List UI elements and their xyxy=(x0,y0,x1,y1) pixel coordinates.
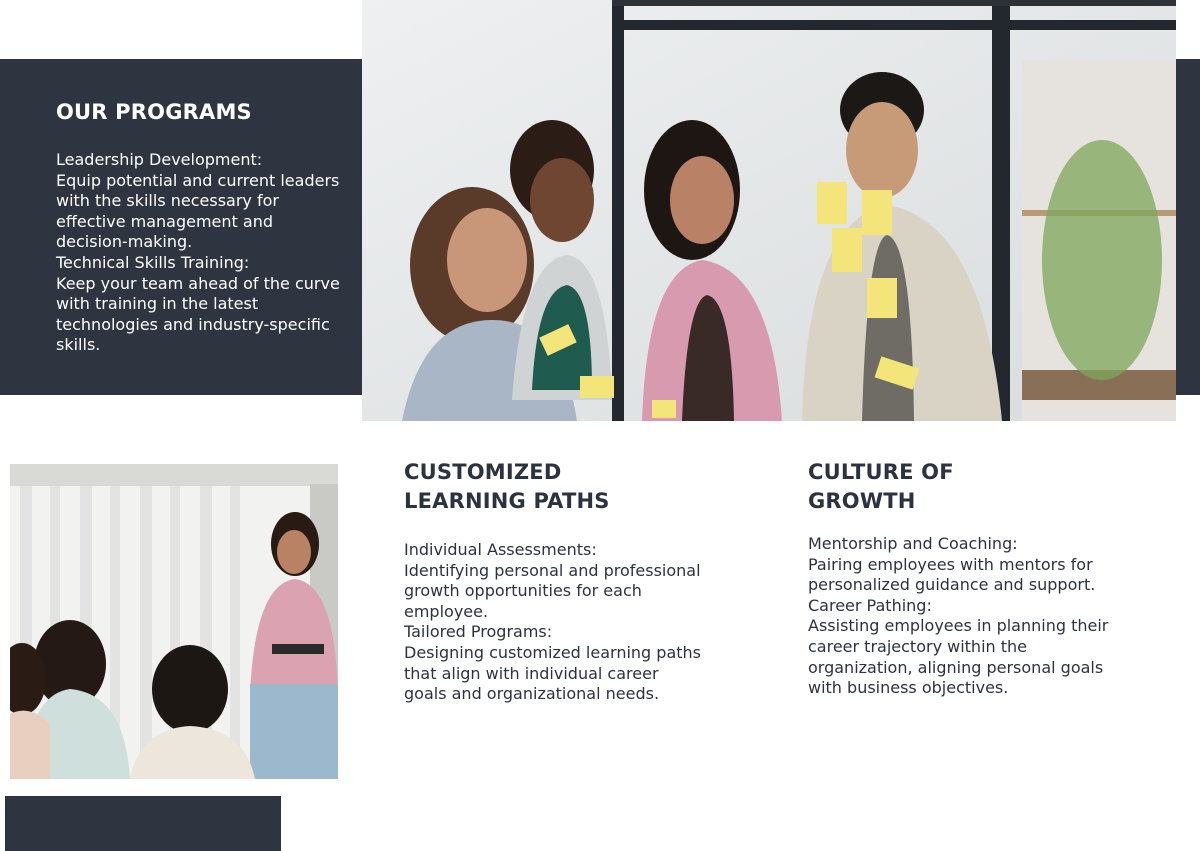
learning-paths-title-line1: CUSTOMIZED xyxy=(404,460,562,484)
programs-list xyxy=(56,150,346,356)
programs-title: OUR PROGRAMS xyxy=(56,100,252,124)
learning-paths-title-line2: LEARNING PATHS xyxy=(404,489,610,513)
culture-title-line1: CULTURE OF xyxy=(808,460,954,484)
learning-text-assessments: Identifying personal and professional growth opportunities for each employee. xyxy=(404,560,701,621)
learning-heading-tailored: Tailored Programs: xyxy=(404,622,553,642)
culture-heading-career: Career Pathing: xyxy=(808,595,932,615)
program-heading-technical: Technical Skills Training: xyxy=(56,252,250,272)
culture-text-mentorship: Pairing employees with mentors for personalized guidance and support. xyxy=(808,554,1096,595)
culture-heading-mentorship: Mentorship and Coaching: xyxy=(808,534,1018,553)
decorative-strip-right xyxy=(1176,59,1200,395)
program-text-leadership: Equip potential and current leaders with the skills necessary for effective management and decision-making. xyxy=(56,170,340,252)
program-text-technical: Keep your team ahead of the curve with training in the latest technologies and industry-specific skills. xyxy=(56,273,340,355)
team-sticky-notes-photo xyxy=(362,0,1176,421)
program-heading-leadership: Leadership Development: xyxy=(56,150,263,169)
learning-heading-assessments: Individual Assessments: xyxy=(404,540,597,559)
learning-text-tailored: Designing customized learning paths that align with individual career goals and organizational needs. xyxy=(404,642,701,704)
culture-text-career: Assisting employees in planning their career trajectory within the organization, aligning personal goals with business objectives. xyxy=(808,616,1109,698)
culture-title xyxy=(808,458,1138,516)
learning-paths-title xyxy=(404,458,734,516)
decorative-bar-bottom xyxy=(5,796,281,851)
presenter-photo xyxy=(10,464,338,779)
learning-paths-list xyxy=(404,540,704,705)
culture-title-line2: GROWTH xyxy=(808,489,916,513)
culture-list xyxy=(808,534,1118,699)
